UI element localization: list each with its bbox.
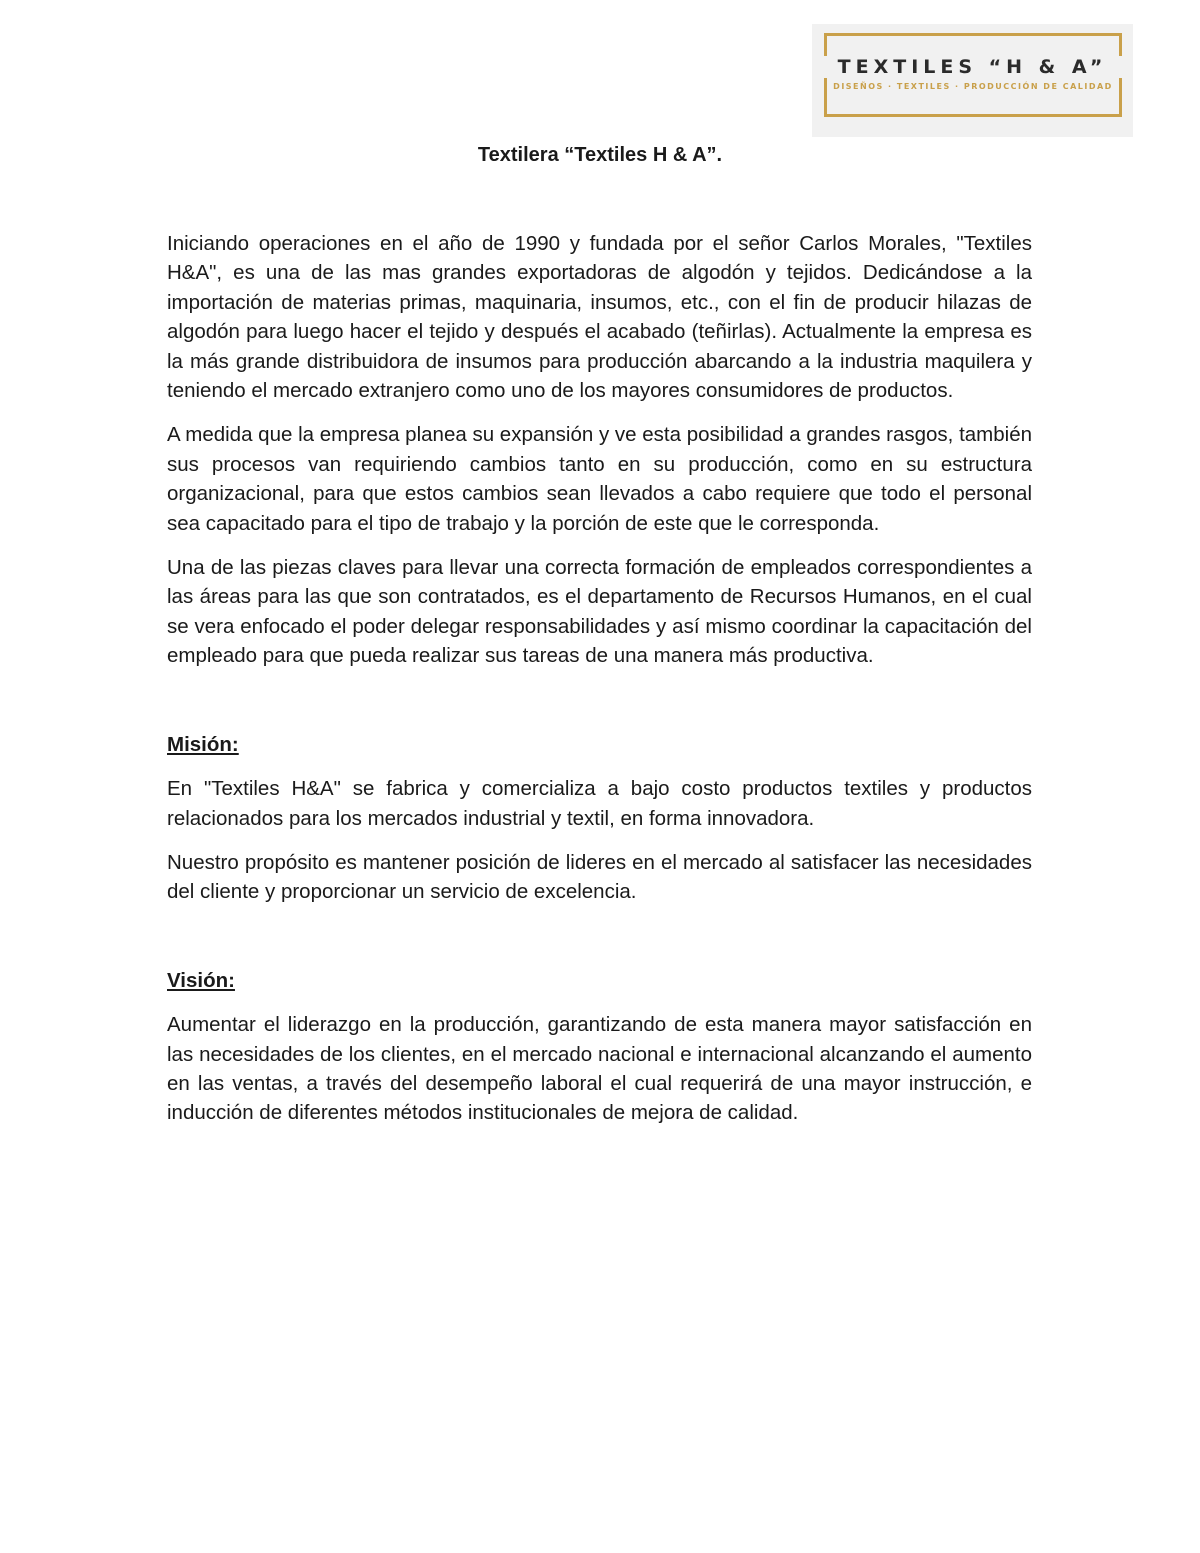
intro-paragraph-2: A medida que la empresa planea su expansión y ve esta posibilidad a grandes rasgos, también sus procesos van requiriendo cambios tanto en su producción, como en su estructura organizacional, para que estos cambios sean llevados a cabo requiere que todo el personal sea capacitado para el tipo de trabajo y la porción de este que le corresponda.	[167, 423, 1032, 535]
document-title: Textilera “Textiles H & A”.	[477, 144, 723, 166]
logo-tagline: DISEÑOS · TEXTILES · PRODUCCIÓN DE CALIDAD	[833, 82, 1113, 91]
mission-heading: Misión:	[167, 732, 239, 756]
intro-paragraph-1: Iniciando operaciones en el año de 1990 y fundada por el señor Carlos Morales, "Textiles H&A", es una de las mas grandes exportadoras de algodón y tejidos. Dedicándose a la importación de materias primas, maquinaria, insumos, etc., con el fin de producir hilazas de algodón para luego hacer el tejido y después el acabado (teñirlas). Actualmente la empresa es la más grande distribuidora de insumos para producción abarcando a la industria maquilera y teniendo el mercado extranjero como uno de los mayores consumidores de productos.	[167, 232, 1032, 403]
mission-paragraph-1: En "Textiles H&A" se fabrica y comercializa a bajo costo productos textiles y productos relacionados para los mercados industrial y textil, en forma innovadora.	[167, 777, 1032, 830]
spacer	[167, 686, 1032, 730]
logo-company-name: TEXTILES “H & A”	[812, 56, 1133, 78]
spacer	[167, 922, 1032, 966]
company-logo	[812, 24, 1133, 137]
vision-paragraph-1: Aumentar el liderazgo en la producción, garantizando de esta manera mayor satisfacción en las necesidades de los clientes, en el mercado nacional e internacional alcanzando el aumento en las ventas, a través del desempeño laboral el cual requerirá de una mayor instrucción, e inducción de diferentes métodos institucionales de mejora de calidad.	[167, 1013, 1032, 1125]
mission-paragraph-2: Nuestro propósito es mantener posición de lideres en el mercado al satisfacer las necesidades del cliente y proporcionar un servicio de excelencia.	[167, 850, 1032, 904]
document-body	[167, 229, 1032, 1143]
vision-heading: Visión:	[167, 968, 235, 992]
intro-paragraph-3: Una de las piezas claves para llevar una correcta formación de empleados correspondientes a las áreas para las que son contratados, es el departamento de Recursos Humanos, en el cual se vera enfocado el poder delegar responsabilidades y así mismo coordinar la capacitación del empleado para que pueda realizar sus tareas de una manera más productiva.	[167, 556, 1032, 668]
